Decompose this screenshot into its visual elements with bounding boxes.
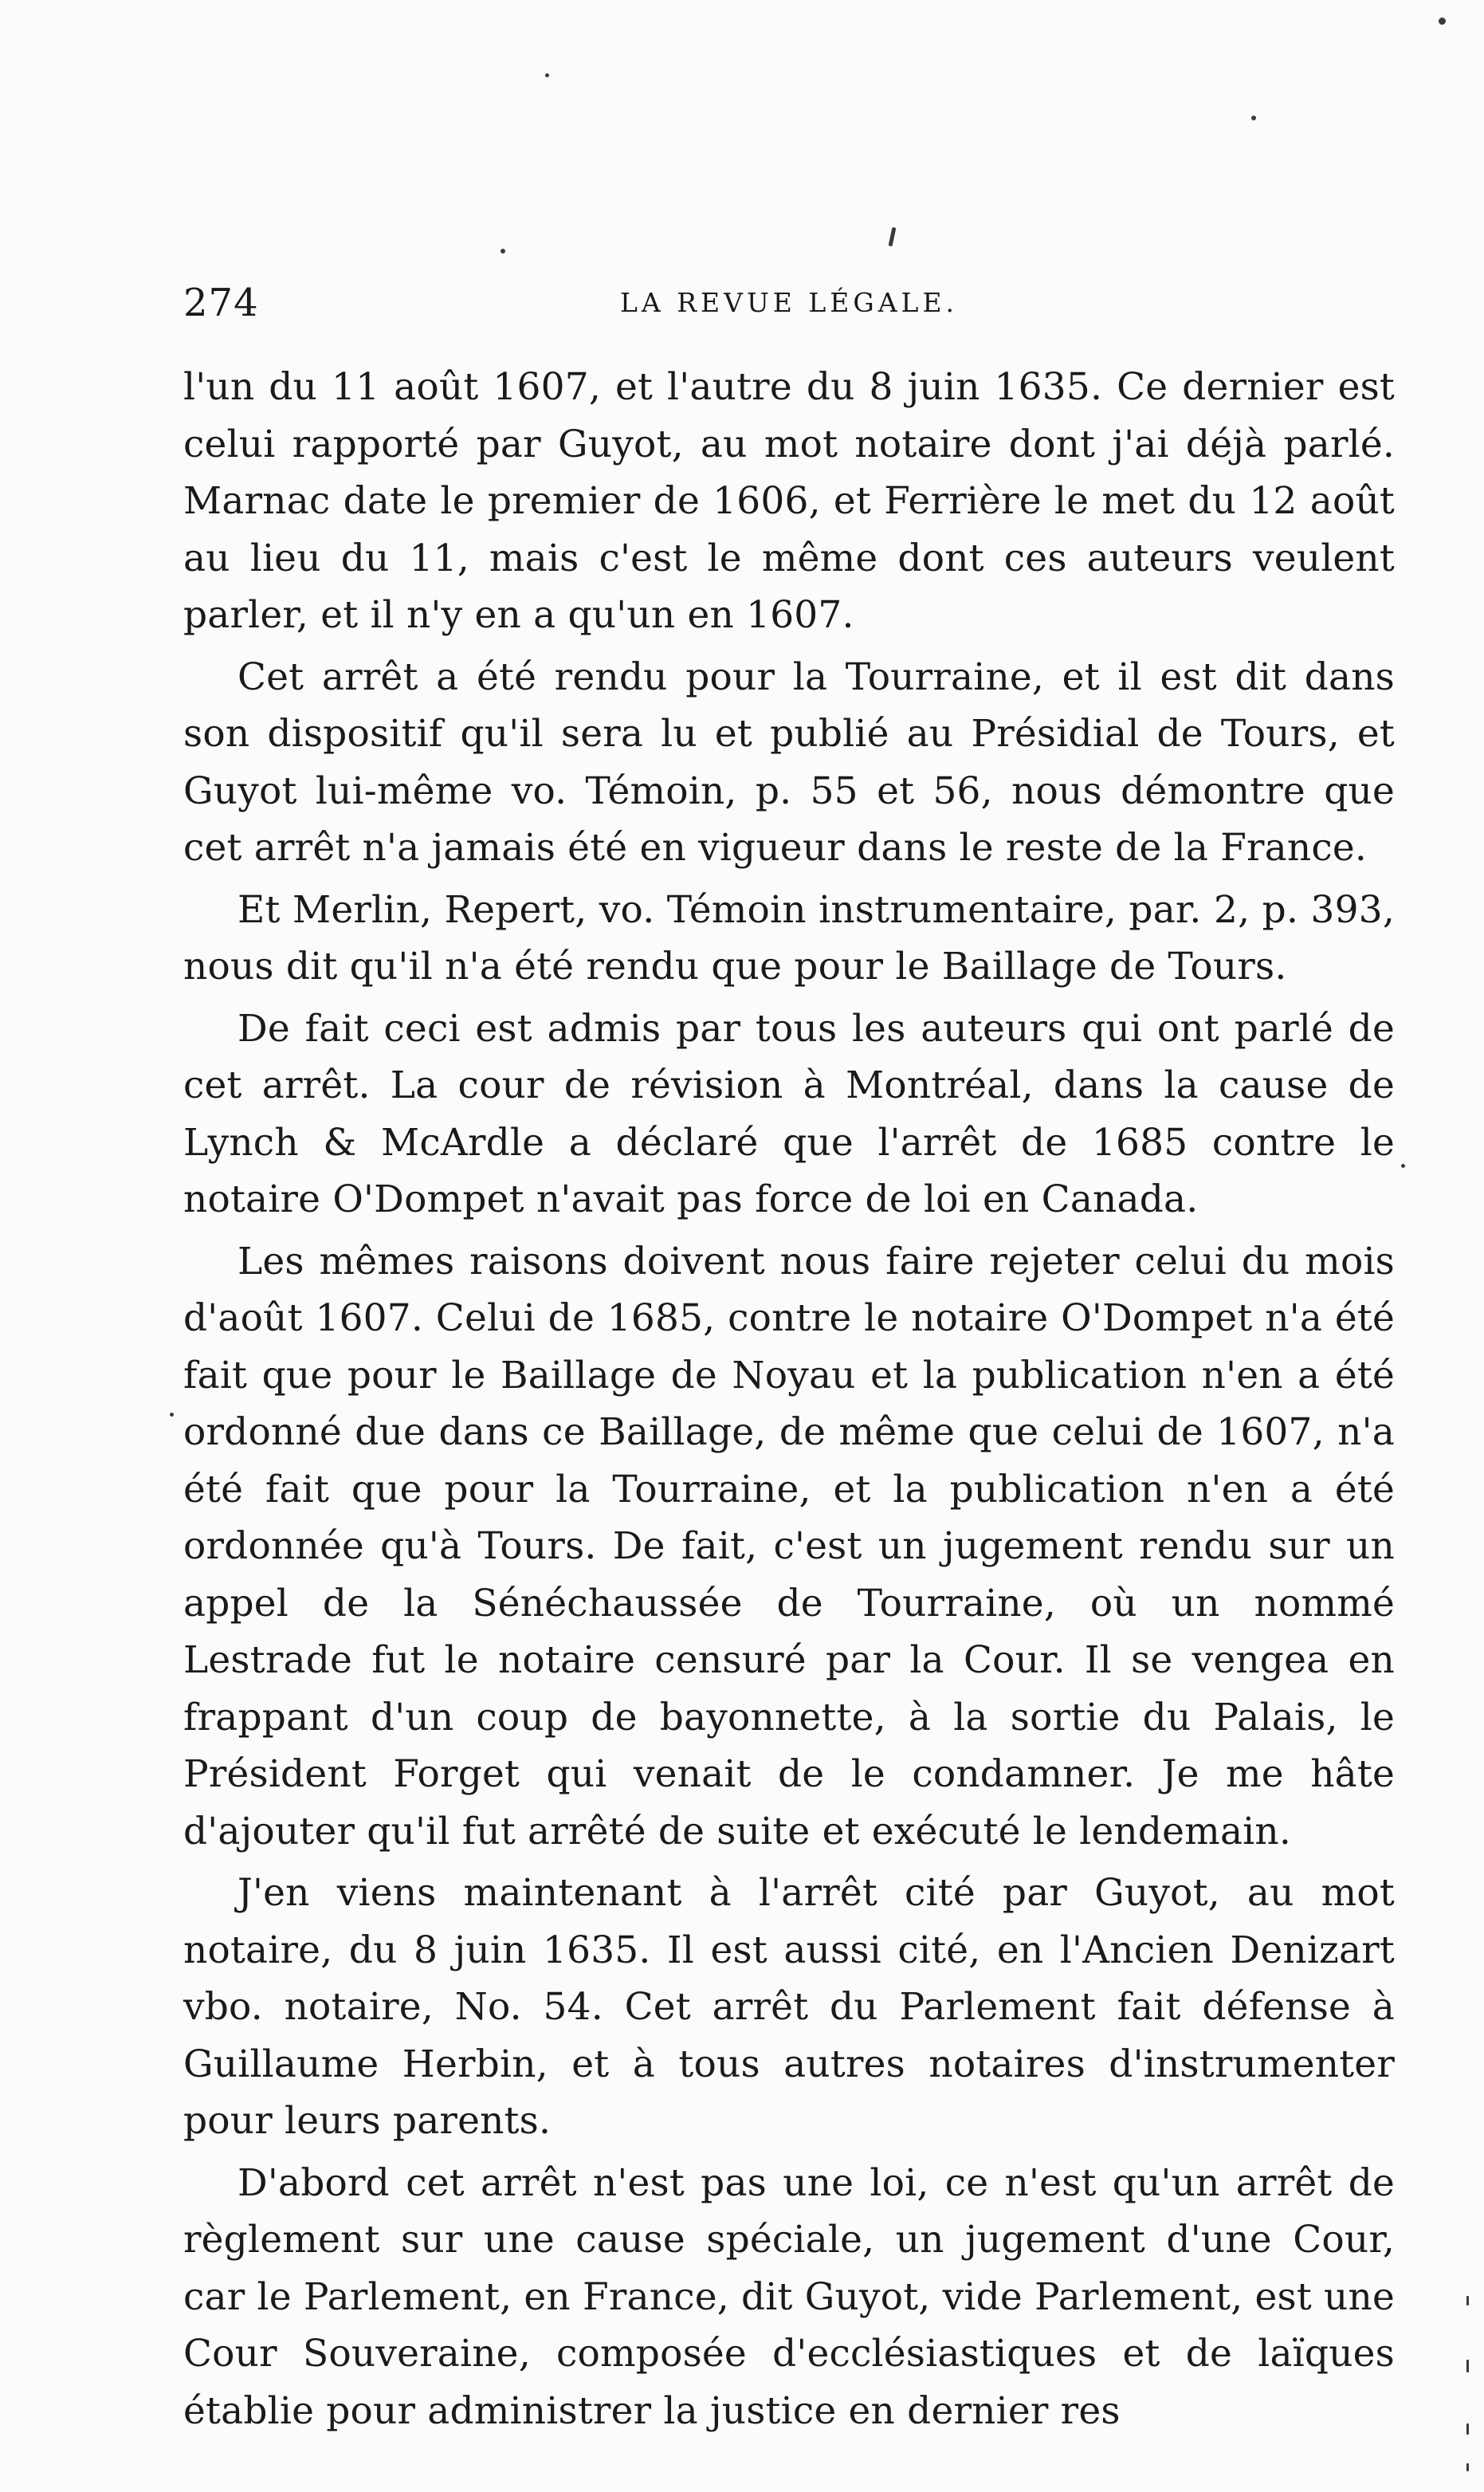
paragraph-4: De fait ceci est admis par tous les auteurs qui ont parlé de cet arrêt. La cour de révision à Montréal, dans la cause de Lynch & McArdle a déclaré que l'arrêt de 1685 contre le notaire O'Dompet n'avait pas force de loi en Canada. bbox=[183, 1006, 1395, 1221]
body-text bbox=[183, 359, 1395, 2444]
paragraph-3: Et Merlin, Repert, vo. Témoin instrumentaire, par. 2, p. 393, nous dit qu'il n'a été rendu que pour le Baillage de Tours. bbox=[183, 887, 1395, 989]
page-header bbox=[183, 275, 1395, 331]
scan-speck bbox=[545, 73, 549, 77]
scan-speck bbox=[1439, 18, 1446, 25]
paragraph-2: Cet arrêt a été rendu pour la Tourraine, et il est dit dans son dispositif qu'il sera lu et publié au Présidial de Tours, et Guyot lui-même vo. Témoin, p. 55 et 56, nous démontre que cet arrêt n'a jamais été en vigueur dans le reste de la France. bbox=[183, 654, 1395, 870]
scan-speck bbox=[1466, 2463, 1469, 2471]
scan-speck bbox=[501, 249, 505, 254]
paragraph-5: Les mêmes raisons doivent nous faire rejeter celui du mois d'août 1607. Celui de 1685, contre le notaire O'Dompet n'a été fait que pour le Baillage de Noyau et la publication n'en a été ordonné due dans ce Baillage, de même que celui de 1607, n'a été fait que pour la Tourraine, et la publication n'en a été ordonnée qu'à Tours. De fait, c'est un jugement rendu sur un appel de la Sénéchaussée de Tourraine, où un nommé Lestrade fut le notaire censuré par la Cour. Il se vengea en frappant d'un coup de bayonnette, à la sortie du Palais, le Président Forget qui venait de le condamner. Je me hâte d'ajouter qu'il fut arrêté de suite et exécuté le lendemain. bbox=[183, 1239, 1395, 1853]
paragraph-7: D'abord cet arrêt n'est pas une loi, ce n'est qu'un arrêt de règlement sur une cause spéciale, un jugement d'une Cour, car le Parlement, en France, dit Guyot, vide Parlement, est une Cour Souveraine, composée d'ecclésiastiques et de laïques établie pour administrer la justice en dernier res bbox=[183, 2160, 1395, 2433]
scan-speck bbox=[1466, 2423, 1469, 2435]
scan-speck bbox=[1401, 1164, 1405, 1168]
running-title: LA REVUE LÉGALE. bbox=[619, 287, 959, 318]
scan-speck bbox=[1466, 2360, 1469, 2372]
paragraph-1: l'un du 11 août 1607, et l'autre du 8 juin 1635. Ce dernier est celui rapporté par Guyot, au mot notaire dont j'ai déjà parlé. Marnac date le premier de 1606, et Ferrière le met du 12 août au lieu du 11, mais c'est le même dont ces auteurs veulent parler, et il n'y en a qu'un en 1607. bbox=[183, 365, 1395, 637]
page-number: 274 bbox=[183, 281, 259, 325]
scan-speck bbox=[1466, 2296, 1469, 2305]
scan-speck bbox=[889, 227, 897, 247]
scan-speck bbox=[1251, 116, 1256, 120]
paragraph-6: J'en viens maintenant à l'arrêt cité par Guyot, au mot notaire, du 8 juin 1635. Il est aussi cité, en l'Ancien Denizart vbo. notaire, No. 54. Cet arrêt du Parlement fait défense à Guillaume Herbin, et à tous autres notaires d'instrumenter pour leurs parents. bbox=[183, 1871, 1395, 2143]
scan-speck bbox=[170, 1413, 174, 1417]
